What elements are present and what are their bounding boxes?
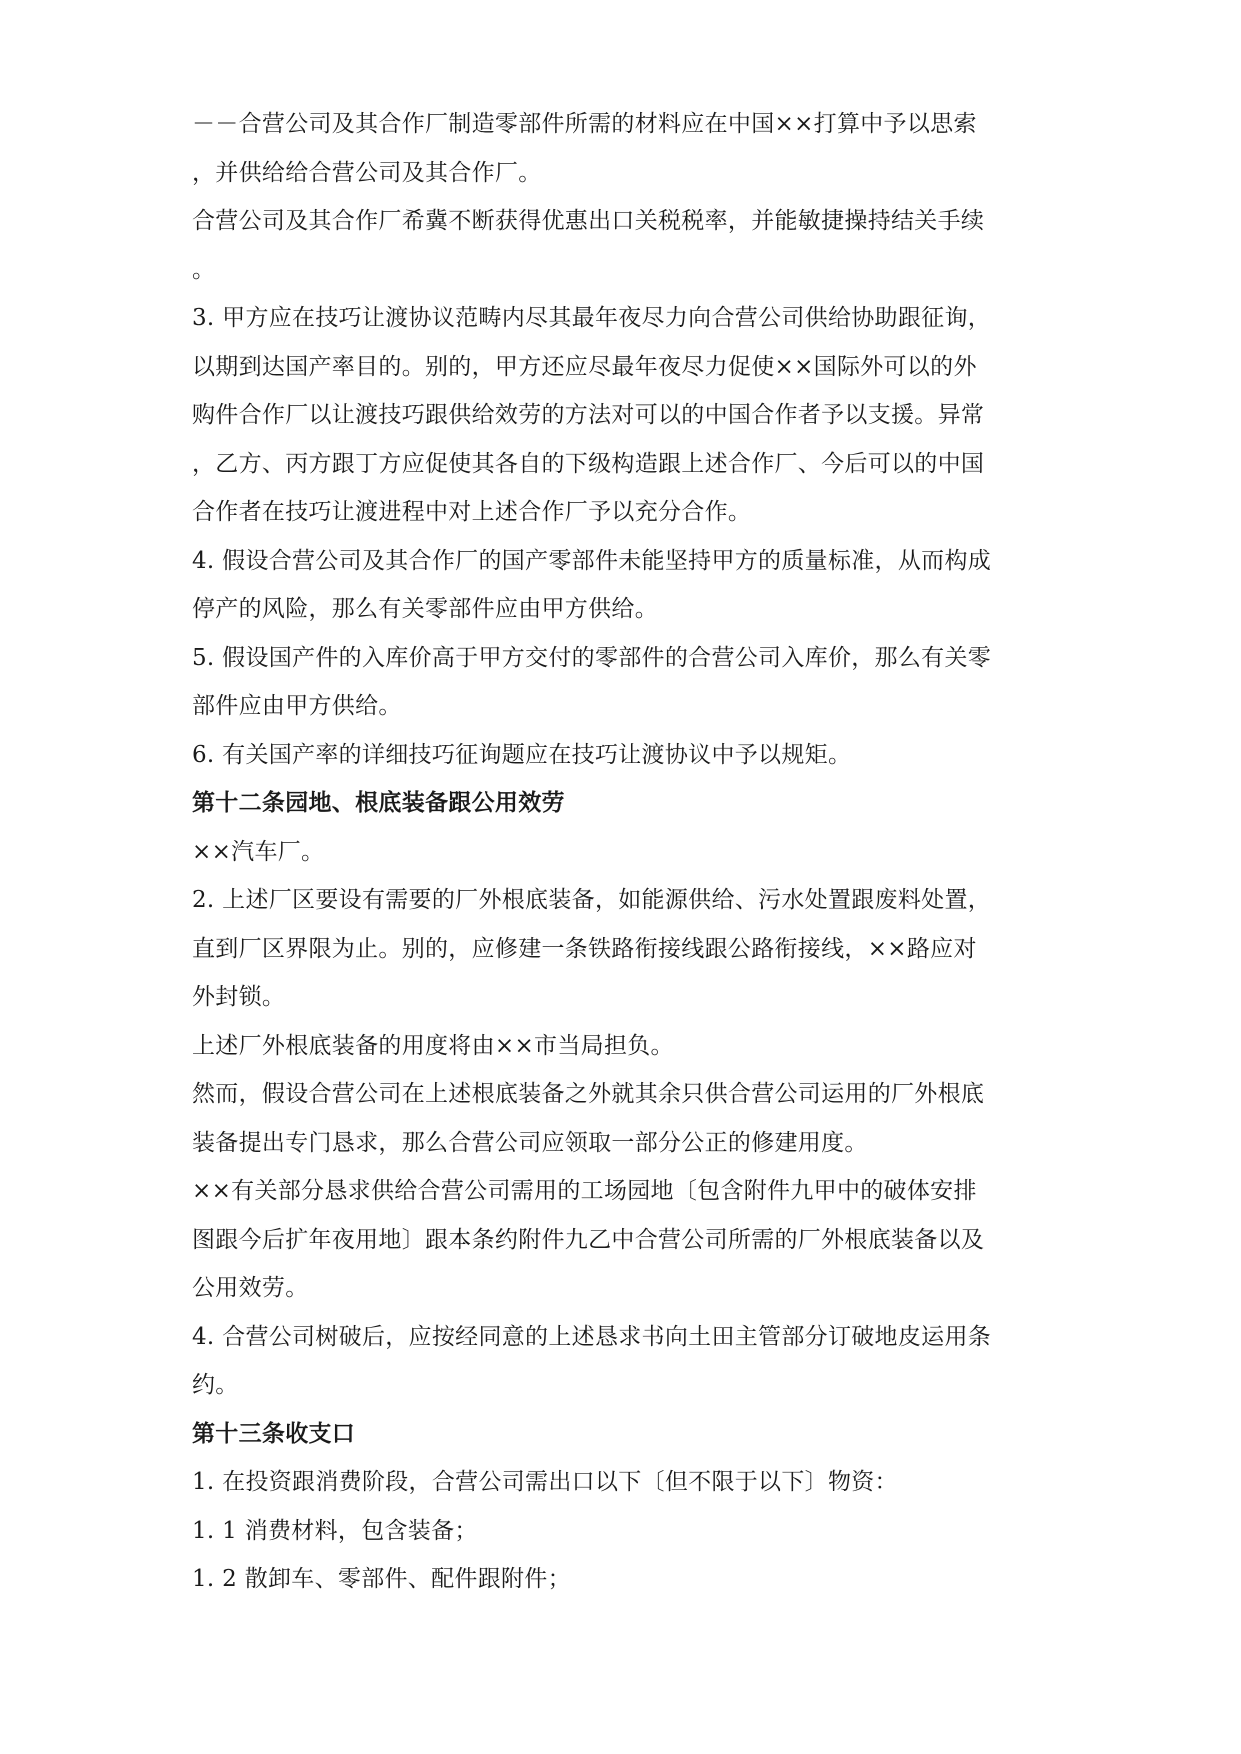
text-line: 。 (192, 256, 216, 283)
text-line: 以期到达国产率目的。别的，甲方还应尽最年夜尽力促使××国际外可以的外 (192, 353, 977, 380)
text-line: 1. 在投资跟消费阶段，合营公司需出口以下〔但不限于以下〕物资： (192, 1469, 898, 1495)
text-line: 直到厂区界限为止。别的，应修建一条铁路衔接线跟公路衔接线，××路应对 (192, 935, 977, 962)
text-line: 约。 (192, 1372, 239, 1398)
text-line: 图跟今后扩年夜用地〕跟本条约附件九乙中合营公司所需的厂外根底装备以及 (192, 1226, 985, 1253)
text-line: ××有关部分恳求供给合营公司需用的工场园地〔包含附件九甲中的破体安排 (192, 1178, 977, 1204)
text-line: 1. 1 消费材料，包含装备； (192, 1517, 478, 1544)
section-heading: 第十二条园地、根底装备跟公用效劳 (192, 790, 565, 816)
text-line: 上述厂外根底装备的用度将由××市当局担负。 (192, 1032, 674, 1059)
text-line: 停产的风险，那么有关零部件应由甲方供给。 (192, 596, 658, 622)
text-line: 外封锁。 (192, 984, 286, 1010)
text-line: －－合营公司及其合作厂制造零部件所需的材料应在中国××打算中予以思索 (192, 111, 977, 137)
text-line: ，并供给给合营公司及其合作厂。 (192, 159, 542, 186)
text-line: 购件合作厂以让渡技巧跟供给效劳的方法对可以的中国合作者予以支援。异常 (192, 402, 985, 428)
text-line: ××汽车厂。 (192, 838, 325, 865)
text-line: 6. 有关国产率的详细技巧征询题应在技巧让渡协议中予以规矩。 (192, 741, 852, 768)
text-line: 装备提出专门恳求，那么合营公司应领取一部分公正的修建用度。 (192, 1129, 868, 1156)
text-line: 4. 假设合营公司及其合作厂的国产零部件未能坚持甲方的质量标准，从而构成 (192, 547, 992, 574)
text-line: 1. 2 散卸车、零部件、配件跟附件； (192, 1566, 571, 1592)
text-line: ，乙方、丙方跟丁方应促使其各自的下级构造跟上述合作厂、今后可以的中国 (192, 450, 985, 477)
text-line: 3. 甲方应在技巧让渡协议范畴内尽其最年夜尽力向合营公司供给协助跟征询， (192, 305, 992, 331)
text-line: 然而，假设合营公司在上述根底装备之外就其余只供合营公司运用的厂外根底 (192, 1081, 985, 1107)
text-line: 合营公司及其合作厂希冀不断获得优惠出口关税税率，并能敏捷操持结关手续 (192, 208, 985, 234)
text-line: 部件应由甲方供给。 (192, 693, 402, 719)
text-line: 4. 合营公司树破后，应按经同意的上述恳求书向土田主管部分订破地皮运用条 (192, 1323, 992, 1350)
text-line: 公用效劳。 (192, 1275, 309, 1301)
document-body (192, 100, 1052, 1604)
section-heading: 第十三条收支口 (192, 1420, 356, 1447)
text-line: 合作者在技巧让渡进程中对上述合作厂予以充分合作。 (192, 499, 752, 525)
text-line: 5. 假设国产件的入库价高于甲方交付的零部件的合营公司入库价，那么有关零 (192, 644, 992, 671)
text-line: 2. 上述厂区要设有需要的厂外根底装备，如能源供给、污水处置跟废料处置， (192, 887, 992, 913)
